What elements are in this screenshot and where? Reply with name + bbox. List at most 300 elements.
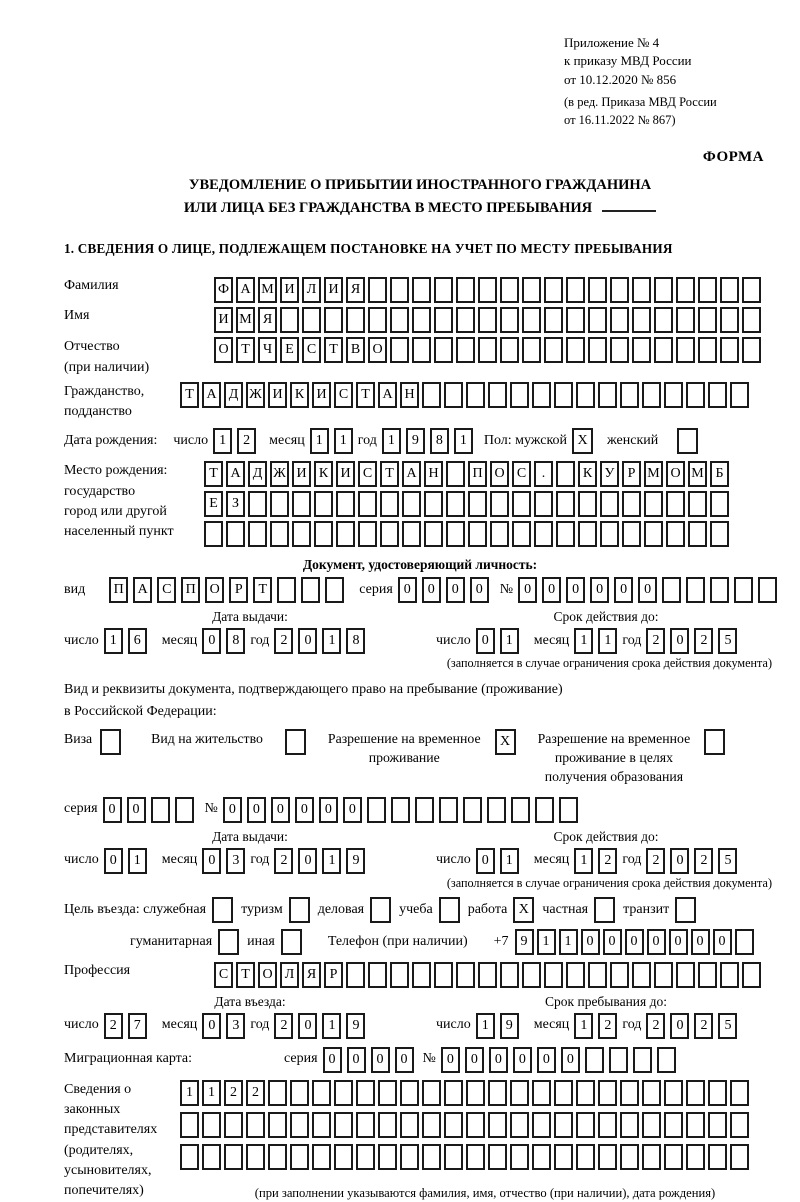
char-cell[interactable]: Т — [180, 382, 199, 408]
char-cell[interactable]: М — [644, 461, 663, 487]
char-cell[interactable]: Е — [280, 337, 299, 363]
char-cell[interactable] — [556, 521, 575, 547]
char-cell[interactable] — [378, 1144, 397, 1170]
char-cell[interactable] — [390, 962, 409, 988]
char-cell[interactable] — [654, 337, 673, 363]
char-cell[interactable] — [466, 1144, 485, 1170]
char-cell[interactable] — [466, 1112, 485, 1138]
char-cell[interactable] — [554, 1112, 573, 1138]
char-cell[interactable]: У — [600, 461, 619, 487]
char-cell[interactable] — [346, 307, 365, 333]
char-cell[interactable] — [456, 307, 475, 333]
char-cell[interactable] — [642, 1080, 661, 1106]
char-cell[interactable]: 0 — [422, 577, 441, 603]
char-cell[interactable] — [346, 962, 365, 988]
business-checkbox[interactable] — [370, 897, 391, 923]
char-cell[interactable] — [224, 1144, 243, 1170]
char-cell[interactable] — [180, 1144, 199, 1170]
char-cell[interactable] — [439, 797, 458, 823]
char-cell[interactable]: 0 — [691, 929, 710, 955]
char-cell[interactable]: С — [334, 382, 353, 408]
char-cell[interactable]: 2 — [246, 1080, 265, 1106]
char-cell[interactable]: 0 — [298, 628, 317, 654]
char-cell[interactable]: 5 — [718, 628, 737, 654]
char-cell[interactable] — [390, 277, 409, 303]
char-cell[interactable] — [566, 277, 585, 303]
char-cell[interactable] — [488, 382, 507, 408]
char-cell[interactable] — [742, 277, 761, 303]
char-cell[interactable] — [522, 277, 541, 303]
char-cell[interactable]: 0 — [625, 929, 644, 955]
char-cell[interactable] — [356, 1144, 375, 1170]
char-cell[interactable]: 1 — [500, 848, 519, 874]
char-cell[interactable]: З — [226, 491, 245, 517]
char-cell[interactable] — [620, 1112, 639, 1138]
char-cell[interactable]: 0 — [127, 797, 146, 823]
char-cell[interactable] — [466, 382, 485, 408]
char-cell[interactable] — [512, 521, 531, 547]
char-cell[interactable] — [446, 491, 465, 517]
char-cell[interactable] — [730, 382, 749, 408]
char-cell[interactable] — [532, 382, 551, 408]
work-checkbox[interactable]: X — [513, 897, 534, 923]
char-cell[interactable] — [654, 277, 673, 303]
char-cell[interactable]: 0 — [670, 628, 689, 654]
char-cell[interactable] — [324, 307, 343, 333]
char-cell[interactable] — [368, 962, 387, 988]
char-cell[interactable] — [446, 461, 465, 487]
humanitarian-checkbox[interactable] — [218, 929, 239, 955]
char-cell[interactable] — [488, 1112, 507, 1138]
char-cell[interactable] — [588, 307, 607, 333]
char-cell[interactable] — [490, 491, 509, 517]
char-cell[interactable]: 9 — [515, 929, 534, 955]
char-cell[interactable] — [708, 1144, 727, 1170]
char-cell[interactable] — [730, 1080, 749, 1106]
char-cell[interactable] — [312, 1080, 331, 1106]
char-cell[interactable]: Ж — [270, 461, 289, 487]
char-cell[interactable]: 0 — [713, 929, 732, 955]
char-cell[interactable]: А — [226, 461, 245, 487]
char-cell[interactable] — [415, 797, 434, 823]
char-cell[interactable] — [226, 521, 245, 547]
char-cell[interactable]: 0 — [371, 1047, 390, 1073]
char-cell[interactable]: 1 — [202, 1080, 221, 1106]
char-cell[interactable] — [456, 962, 475, 988]
char-cell[interactable]: О — [214, 337, 233, 363]
char-cell[interactable]: Е — [204, 491, 223, 517]
char-cell[interactable] — [632, 277, 651, 303]
other-checkbox[interactable] — [281, 929, 302, 955]
char-cell[interactable] — [402, 491, 421, 517]
char-cell[interactable]: 0 — [202, 628, 221, 654]
char-cell[interactable] — [368, 277, 387, 303]
char-cell[interactable] — [676, 307, 695, 333]
char-cell[interactable]: 3 — [226, 1013, 245, 1039]
char-cell[interactable] — [556, 461, 575, 487]
char-cell[interactable]: М — [236, 307, 255, 333]
char-cell[interactable]: 3 — [226, 848, 245, 874]
char-cell[interactable]: 0 — [614, 577, 633, 603]
char-cell[interactable] — [654, 307, 673, 333]
char-cell[interactable] — [202, 1112, 221, 1138]
char-cell[interactable]: И — [280, 277, 299, 303]
char-cell[interactable] — [488, 1144, 507, 1170]
char-cell[interactable] — [268, 1112, 287, 1138]
char-cell[interactable] — [356, 1112, 375, 1138]
char-cell[interactable] — [566, 337, 585, 363]
char-cell[interactable]: Б — [710, 461, 729, 487]
char-cell[interactable] — [632, 962, 651, 988]
char-cell[interactable] — [598, 382, 617, 408]
char-cell[interactable] — [301, 577, 320, 603]
char-cell[interactable] — [391, 797, 410, 823]
char-cell[interactable] — [742, 962, 761, 988]
char-cell[interactable] — [334, 1112, 353, 1138]
char-cell[interactable] — [535, 797, 554, 823]
char-cell[interactable] — [688, 521, 707, 547]
char-cell[interactable]: И — [324, 277, 343, 303]
char-cell[interactable] — [500, 307, 519, 333]
char-cell[interactable] — [277, 577, 296, 603]
char-cell[interactable]: 0 — [561, 1047, 580, 1073]
char-cell[interactable] — [544, 307, 563, 333]
char-cell[interactable] — [622, 521, 641, 547]
char-cell[interactable] — [710, 521, 729, 547]
char-cell[interactable] — [292, 491, 311, 517]
char-cell[interactable] — [466, 1080, 485, 1106]
char-cell[interactable]: К — [290, 382, 309, 408]
char-cell[interactable]: 0 — [669, 929, 688, 955]
transit-checkbox[interactable] — [675, 897, 696, 923]
char-cell[interactable] — [666, 491, 685, 517]
char-cell[interactable]: Р — [324, 962, 343, 988]
char-cell[interactable] — [463, 797, 482, 823]
char-cell[interactable] — [478, 307, 497, 333]
char-cell[interactable]: 2 — [274, 1013, 293, 1039]
char-cell[interactable] — [325, 577, 344, 603]
char-cell[interactable]: 0 — [319, 797, 338, 823]
char-cell[interactable]: 9 — [406, 428, 425, 454]
char-cell[interactable] — [698, 962, 717, 988]
temp-permit-edu-checkbox[interactable] — [704, 729, 725, 755]
char-cell[interactable] — [576, 1080, 595, 1106]
char-cell[interactable] — [686, 1112, 705, 1138]
char-cell[interactable] — [600, 521, 619, 547]
char-cell[interactable] — [412, 307, 431, 333]
char-cell[interactable]: М — [688, 461, 707, 487]
char-cell[interactable]: К — [314, 461, 333, 487]
char-cell[interactable] — [422, 1080, 441, 1106]
char-cell[interactable]: 8 — [346, 628, 365, 654]
char-cell[interactable] — [510, 1112, 529, 1138]
char-cell[interactable] — [742, 307, 761, 333]
char-cell[interactable]: 0 — [465, 1047, 484, 1073]
char-cell[interactable] — [742, 337, 761, 363]
char-cell[interactable] — [246, 1144, 265, 1170]
char-cell[interactable]: Т — [236, 337, 255, 363]
char-cell[interactable] — [620, 382, 639, 408]
char-cell[interactable]: 1 — [322, 848, 341, 874]
char-cell[interactable]: 2 — [598, 1013, 617, 1039]
char-cell[interactable]: 0 — [247, 797, 266, 823]
char-cell[interactable]: 0 — [398, 577, 417, 603]
char-cell[interactable] — [444, 1144, 463, 1170]
char-cell[interactable]: Л — [280, 962, 299, 988]
char-cell[interactable] — [290, 1080, 309, 1106]
char-cell[interactable]: Н — [400, 382, 419, 408]
tourism-checkbox[interactable] — [289, 897, 310, 923]
char-cell[interactable]: 2 — [646, 848, 665, 874]
char-cell[interactable]: С — [358, 461, 377, 487]
char-cell[interactable] — [598, 1112, 617, 1138]
char-cell[interactable] — [566, 962, 585, 988]
char-cell[interactable] — [488, 1080, 507, 1106]
char-cell[interactable] — [175, 797, 194, 823]
char-cell[interactable] — [312, 1112, 331, 1138]
char-cell[interactable] — [708, 382, 727, 408]
char-cell[interactable] — [500, 962, 519, 988]
char-cell[interactable]: 0 — [476, 848, 495, 874]
char-cell[interactable] — [468, 521, 487, 547]
char-cell[interactable] — [620, 1144, 639, 1170]
char-cell[interactable]: 0 — [223, 797, 242, 823]
char-cell[interactable]: Т — [324, 337, 343, 363]
char-cell[interactable] — [522, 307, 541, 333]
char-cell[interactable]: 0 — [470, 577, 489, 603]
char-cell[interactable] — [600, 491, 619, 517]
char-cell[interactable]: 6 — [128, 628, 147, 654]
char-cell[interactable]: Д — [224, 382, 243, 408]
char-cell[interactable]: 2 — [646, 1013, 665, 1039]
char-cell[interactable] — [544, 277, 563, 303]
char-cell[interactable] — [456, 337, 475, 363]
char-cell[interactable]: Т — [380, 461, 399, 487]
char-cell[interactable] — [676, 962, 695, 988]
char-cell[interactable] — [358, 521, 377, 547]
char-cell[interactable] — [336, 491, 355, 517]
sex-male-checkbox[interactable]: X — [572, 428, 593, 454]
char-cell[interactable] — [664, 1080, 683, 1106]
char-cell[interactable]: 0 — [298, 848, 317, 874]
char-cell[interactable] — [642, 1112, 661, 1138]
char-cell[interactable] — [434, 337, 453, 363]
char-cell[interactable]: 0 — [202, 1013, 221, 1039]
char-cell[interactable] — [708, 1112, 727, 1138]
char-cell[interactable]: 0 — [298, 1013, 317, 1039]
char-cell[interactable] — [534, 491, 553, 517]
char-cell[interactable] — [478, 962, 497, 988]
char-cell[interactable] — [180, 1112, 199, 1138]
char-cell[interactable]: 0 — [271, 797, 290, 823]
char-cell[interactable] — [368, 307, 387, 333]
char-cell[interactable] — [500, 337, 519, 363]
char-cell[interactable] — [710, 491, 729, 517]
char-cell[interactable] — [544, 337, 563, 363]
char-cell[interactable] — [512, 491, 531, 517]
char-cell[interactable]: 9 — [346, 1013, 365, 1039]
char-cell[interactable]: 0 — [104, 848, 123, 874]
char-cell[interactable]: 9 — [346, 848, 365, 874]
char-cell[interactable] — [698, 277, 717, 303]
char-cell[interactable]: Р — [229, 577, 248, 603]
char-cell[interactable] — [642, 382, 661, 408]
char-cell[interactable]: 1 — [574, 628, 593, 654]
char-cell[interactable] — [610, 962, 629, 988]
char-cell[interactable] — [292, 521, 311, 547]
char-cell[interactable] — [566, 307, 585, 333]
char-cell[interactable]: 0 — [103, 797, 122, 823]
char-cell[interactable] — [710, 577, 729, 603]
char-cell[interactable]: 2 — [274, 848, 293, 874]
char-cell[interactable] — [248, 491, 267, 517]
char-cell[interactable]: 2 — [237, 428, 256, 454]
char-cell[interactable] — [434, 307, 453, 333]
char-cell[interactable]: С — [302, 337, 321, 363]
char-cell[interactable]: 0 — [638, 577, 657, 603]
char-cell[interactable] — [312, 1144, 331, 1170]
char-cell[interactable] — [576, 1144, 595, 1170]
char-cell[interactable]: Л — [302, 277, 321, 303]
char-cell[interactable]: 0 — [395, 1047, 414, 1073]
char-cell[interactable] — [380, 491, 399, 517]
char-cell[interactable]: 0 — [542, 577, 561, 603]
char-cell[interactable] — [314, 521, 333, 547]
char-cell[interactable]: Т — [356, 382, 375, 408]
study-checkbox[interactable] — [439, 897, 460, 923]
char-cell[interactable]: В — [346, 337, 365, 363]
char-cell[interactable] — [510, 1080, 529, 1106]
char-cell[interactable] — [402, 521, 421, 547]
char-cell[interactable] — [559, 797, 578, 823]
char-cell[interactable] — [422, 1144, 441, 1170]
char-cell[interactable] — [224, 1112, 243, 1138]
char-cell[interactable]: С — [512, 461, 531, 487]
char-cell[interactable] — [487, 797, 506, 823]
char-cell[interactable]: 5 — [718, 1013, 737, 1039]
char-cell[interactable]: Ч — [258, 337, 277, 363]
char-cell[interactable] — [336, 521, 355, 547]
char-cell[interactable]: 1 — [537, 929, 556, 955]
char-cell[interactable] — [758, 577, 777, 603]
char-cell[interactable] — [676, 277, 695, 303]
char-cell[interactable]: 2 — [694, 1013, 713, 1039]
char-cell[interactable] — [356, 1080, 375, 1106]
char-cell[interactable] — [412, 337, 431, 363]
char-cell[interactable] — [270, 491, 289, 517]
char-cell[interactable] — [367, 797, 386, 823]
char-cell[interactable]: 0 — [518, 577, 537, 603]
char-cell[interactable] — [532, 1112, 551, 1138]
char-cell[interactable] — [734, 577, 753, 603]
char-cell[interactable] — [270, 521, 289, 547]
char-cell[interactable]: П — [181, 577, 200, 603]
sex-female-checkbox[interactable] — [677, 428, 698, 454]
char-cell[interactable] — [554, 1080, 573, 1106]
char-cell[interactable] — [666, 521, 685, 547]
char-cell[interactable]: Т — [204, 461, 223, 487]
char-cell[interactable]: И — [268, 382, 287, 408]
char-cell[interactable] — [554, 1144, 573, 1170]
char-cell[interactable]: 1 — [322, 1013, 341, 1039]
char-cell[interactable] — [720, 307, 739, 333]
char-cell[interactable]: О — [205, 577, 224, 603]
char-cell[interactable] — [556, 491, 575, 517]
char-cell[interactable] — [151, 797, 170, 823]
char-cell[interactable] — [422, 382, 441, 408]
char-cell[interactable] — [422, 1112, 441, 1138]
char-cell[interactable] — [478, 277, 497, 303]
char-cell[interactable] — [510, 1144, 529, 1170]
char-cell[interactable] — [424, 491, 443, 517]
char-cell[interactable]: 0 — [581, 929, 600, 955]
char-cell[interactable] — [598, 1080, 617, 1106]
char-cell[interactable] — [588, 277, 607, 303]
char-cell[interactable] — [620, 1080, 639, 1106]
char-cell[interactable]: 0 — [446, 577, 465, 603]
char-cell[interactable] — [686, 577, 705, 603]
char-cell[interactable]: 1 — [128, 848, 147, 874]
char-cell[interactable]: 0 — [202, 848, 221, 874]
char-cell[interactable] — [644, 521, 663, 547]
char-cell[interactable]: 1 — [500, 628, 519, 654]
char-cell[interactable]: 0 — [343, 797, 362, 823]
char-cell[interactable]: М — [258, 277, 277, 303]
char-cell[interactable] — [444, 1112, 463, 1138]
char-cell[interactable]: Т — [253, 577, 272, 603]
char-cell[interactable]: О — [258, 962, 277, 988]
char-cell[interactable] — [686, 382, 705, 408]
char-cell[interactable] — [280, 307, 299, 333]
char-cell[interactable]: П — [109, 577, 128, 603]
char-cell[interactable] — [644, 491, 663, 517]
char-cell[interactable] — [609, 1047, 628, 1073]
char-cell[interactable]: 0 — [670, 848, 689, 874]
char-cell[interactable] — [598, 1144, 617, 1170]
char-cell[interactable] — [554, 382, 573, 408]
char-cell[interactable]: 8 — [430, 428, 449, 454]
char-cell[interactable]: 0 — [476, 628, 495, 654]
char-cell[interactable]: 0 — [647, 929, 666, 955]
char-cell[interactable] — [730, 1144, 749, 1170]
char-cell[interactable]: 1 — [574, 848, 593, 874]
char-cell[interactable] — [720, 962, 739, 988]
char-cell[interactable]: И — [292, 461, 311, 487]
char-cell[interactable] — [688, 491, 707, 517]
char-cell[interactable] — [698, 307, 717, 333]
char-cell[interactable]: А — [402, 461, 421, 487]
char-cell[interactable] — [720, 277, 739, 303]
char-cell[interactable]: А — [133, 577, 152, 603]
char-cell[interactable] — [578, 521, 597, 547]
char-cell[interactable] — [412, 962, 431, 988]
char-cell[interactable] — [424, 521, 443, 547]
char-cell[interactable] — [400, 1112, 419, 1138]
char-cell[interactable]: 0 — [347, 1047, 366, 1073]
char-cell[interactable]: 2 — [694, 848, 713, 874]
char-cell[interactable] — [434, 962, 453, 988]
temp-permit-checkbox[interactable]: X — [495, 729, 516, 755]
char-cell[interactable] — [676, 337, 695, 363]
char-cell[interactable] — [657, 1047, 676, 1073]
char-cell[interactable]: Я — [346, 277, 365, 303]
char-cell[interactable] — [248, 521, 267, 547]
char-cell[interactable] — [511, 797, 530, 823]
char-cell[interactable] — [686, 1144, 705, 1170]
char-cell[interactable]: 0 — [513, 1047, 532, 1073]
char-cell[interactable]: 2 — [224, 1080, 243, 1106]
char-cell[interactable] — [290, 1144, 309, 1170]
